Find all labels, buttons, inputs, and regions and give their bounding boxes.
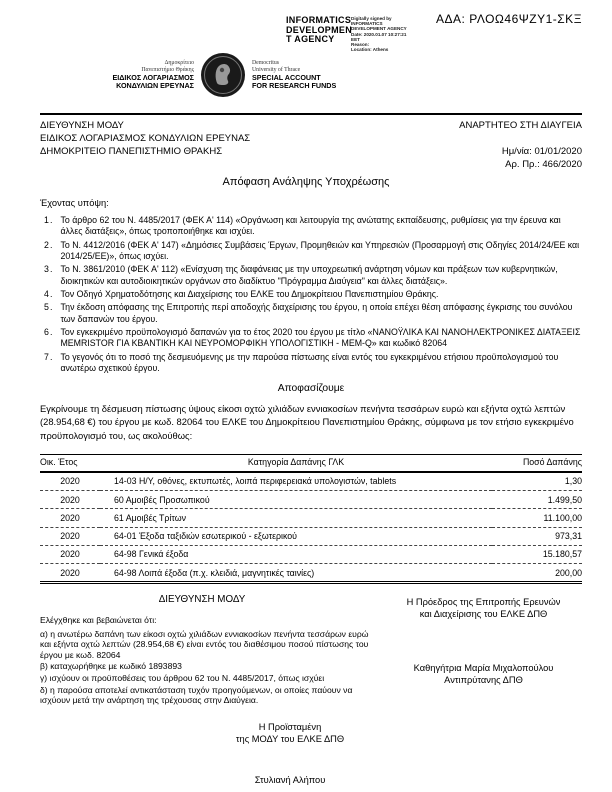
issuer-line: ΕΙΔΙΚΟΣ ΛΟΓΑΡΙΑΣΜΟΣ ΚΟΝΔΥΛΙΩΝ ΕΡΕΥΝΑΣ [40,133,251,144]
cell-amount: 11.100,00 [492,509,582,527]
mody-heading: ΔΙΕΥΘΥΝΣΗ ΜΟΔΥ [158,594,246,606]
cell-year: 2020 [40,509,100,527]
cell-amount: 1,30 [492,472,582,491]
expenses-table [40,454,582,584]
anartiteo-label: ΑΝΑΡΤΗΤΕΟ ΣΤΗ ΔΙΑΥΓΕΙΑ [459,120,582,131]
verification-block [40,594,385,707]
list-item: 1 . Το άρθρο 62 του Ν. 4485/2017 (ΦΕΚ Α' 114) «Οργάνωση και λειτουργία της ανώτατης εκπαίδευσης, ρυθμίσεις για την έρευνα και άλλες διατάξεις», όπως τροποποιήθηκε και ισχύει. [44,215,561,237]
list-item: 2 . Το Ν. 4412/2016 (ΦΕΚ Α' 147) «Δημόσιες Συμβάσεις Έργων, Προμηθειών και Υπηρεσιών (Προσαρμογή στις Οδηγίες 2014/24/ΕΕ και 2014/25/ΕΕ)», όπως ισχύει. [44,239,580,261]
ada-code: ΑΔΑ: ΡΛΟΩ46ΨΖΥ1-ΣΚΞ [436,12,582,26]
signature-agency-name: INFORMATICS DEVELOPMEN T AGENCY [286,15,353,44]
verification-intro: Ελέγχθηκε και βεβαιώνεται ότι: [40,615,157,626]
cell-category: 64-98 Γενικά έξοδα [100,545,492,563]
president-role: Αντιπρύτανης ΔΠΘ [444,675,523,686]
president-signature-block [385,594,582,707]
cell-category: 64-98 Λοιπά έξοδα (π.χ. κλειδιά, μαγνητικές ταινίες) [100,564,492,583]
registry-block [459,119,582,171]
list-item: 3 . Το Ν. 3861/2010 (ΦΕΚ Α' 112) «Ενίσχυση της διαφάνειας με την υποχρεωτική ανάρτηση νόμων και πράξεων των κυβερνητικών, διοικητικών και αυτοδιοικητικών οργάνων στο διαδίκτυο "Πρόγραμμα Διαύγεια" και άλλες διατάξεις». [44,264,558,286]
digital-signature-stamp [286,16,411,52]
col-header-category: Κατηγορία Δαπάνης ΓΛΚ [100,454,492,472]
president-name: Καθηγήτρια Μαρία Μιχαλοπούλου [413,663,554,674]
list-item: 4 . Τον Οδηγό Χρηματοδότησης και Διαχείρισης του ΕΛΚΕ του Δημοκρίτειου Πανεπιστημίου Θράκης. [44,288,439,299]
page-title: Απόφαση Ανάληψης Υποχρέωσης [222,176,390,188]
date-value: Ημ/νία: 01/01/2020 [501,146,582,157]
mody-head-name: Στυλιανή Αλήπου [254,774,326,785]
header-divider [40,113,582,115]
cell-year: 2020 [40,491,100,509]
protocol-number: Αρ. Πρ.: 466/2020 [505,159,582,170]
verification-item: δ) η παρούσα αποτελεί αντικατάσταση τυχόν προηγούμενων, οι οποίες παύουν να ισχύουν μετά την ανάρτηση της τρέχουσας στην Διαύγεια. [40,684,353,706]
logo-text-english: Democritus University of Thrace SPECIAL ACCOUNT FOR RESEARCH FUNDS [252,60,337,90]
cell-amount: 1.499,50 [492,491,582,509]
cell-category: 64-01 Έξοδα ταξιδιών εσωτερικού - εξωτερικού [100,527,492,545]
mody-head-signature-block [40,721,540,745]
list-item: 5 . Την έκδοση απόφασης της Επιτροπής περί αποδοχής διαχείρισης του έργου, η οποία επέχει θέση απόφασης έγκρισης του συνόλου των δαπανών του έργου. [44,302,573,324]
verification-item: γ) ισχύουν οι προϋποθέσεις του άρθρου 62 του Ν. 4485/2017, όπως ισχύει [40,672,325,683]
verification-item: β) καταχωρήθηκε με κωδικό 1893893 [40,661,182,672]
issuer-line: ΔΗΜΟΚΡΙΤΕΙΟ ΠΑΝΕΠΙΣΤΗΜΙΟ ΘΡΑΚΗΣ [40,146,223,157]
mody-head-title: Η Προϊσταμένη [258,721,322,732]
cell-year: 2020 [40,527,100,545]
cell-year: 2020 [40,564,100,583]
list-item: 6 . Τον εγκεκριμένο προϋπολογισμό δαπανών για το έτος 2020 του έργου με τίτλο «ΝΑΝΟΫΛΙΚΑ ΚΑΙ ΝΑΝΟΗΛΕΚΤΡΟΝΙΚΕΣ ΔΙΑΤΑΞΕΙΣ MEMRISTOR ΓΙΑ ΚΒΑΝΤΙΚΗ ΚΑΙ ΝΕΥΡΟΜΟΡΦΙΚΗ ΥΠΟΛΟΓΙΣΤΙΚΗ - MEM-Q» και κωδικό 82064 [44,326,581,349]
document-header [40,119,582,171]
cell-amount: 973,31 [492,527,582,545]
cell-category: 14-03 Η/Υ, οθόνες, εκτυπωτές, λοιπά περιφερειακά υπολογιστών, tablets [100,472,492,491]
decision-paragraph: Εγκρίνουμε τη δέσμευση πίστωσης ύψους είκοσι οχτώ χιλιάδων εννιακοσίων πενήντα τεσσάρων ευρώ και εξήντα οχτώ λεπτών (28.954,68 €) του έργου με κωδ. 82064 του ΕΛΚΕ του Δημοκρίτειου Πανεπιστημίου Θράκης, σύμφωνα με τον ετήσιο εγκεκριμένο προϋπολογισμό του, ως ακολούθως: [40,403,574,441]
having-regard-intro: Έχοντας υπόψη: [40,198,109,208]
table-row [40,527,582,545]
table-row [40,509,582,527]
logo-block [98,52,352,98]
cell-category: 60 Αμοιβές Προσωπικού [100,491,492,509]
signature-details: Digitally signed by INFORMATICS DEVELOPMENT AGENCY Date: 2020.01.07 10:27:21 EET Reason: Location: Athens [351,16,407,53]
col-header-amount: Ποσό Δαπάνης [492,454,582,472]
table-header-row [40,454,582,472]
president-title: και Διαχείρισης του ΕΛΚΕ ΔΠΘ [419,609,548,620]
cell-year: 2020 [40,545,100,563]
list-item: 7 . Το γεγονός ότι το ποσό της δεσμευόμενης με την παρούσα πίστωσης είναι εντός του εγκεκριμένου ετήσιου προϋπολογισμού του ανωτέρω σχετικού έργου. [44,351,559,373]
mody-head-title: της ΜΟΔΥ του ΕΛΚΕ ΔΠΘ [235,733,345,744]
issuer-line: ΔΙΕΥΘΥΝΣΗ ΜΟΔΥ [40,120,124,131]
cell-category: 61 Αμοιβές Τρίτων [100,509,492,527]
cell-amount: 200,00 [492,564,582,583]
table-row [40,564,582,583]
logo-text-greek: Δημοκρίτειο Πανεπιστήμιο Θράκης ΕΙΔΙΚΟΣ ΛΟΓΑΡΙΑΣΜΟΣ ΚΟΝΔΥΛΙΩΝ ΕΡΕΥΝΑΣ [112,60,194,90]
table-row [40,472,582,491]
verification-item: α) η ανωτέρω δαπάνη των είκοσι οχτώ χιλιάδων εννιακοσίων πενήντα τεσσάρων ευρώ και εξήντα οχτώ λεπτών (28.954,68 €) είναι εντός του διαθέσιμου ποσού πίστωσης του έργου με κωδ. 82064 [40,628,369,660]
president-title: Η Πρόεδρος της Επιτροπής Ερευνών [406,597,561,608]
university-seal-icon [200,52,246,98]
bottom-section [40,594,582,707]
having-regard-list [40,215,582,374]
issuer-block [40,119,250,171]
cell-amount: 15.180,57 [492,545,582,563]
cell-year: 2020 [40,472,100,491]
col-header-year: Οικ. Έτος [40,454,100,472]
spacer [459,132,582,145]
decision-heading: Αποφασίζουμε [277,382,345,394]
document-body [40,198,582,786]
table-row [40,545,582,563]
table-row [40,491,582,509]
